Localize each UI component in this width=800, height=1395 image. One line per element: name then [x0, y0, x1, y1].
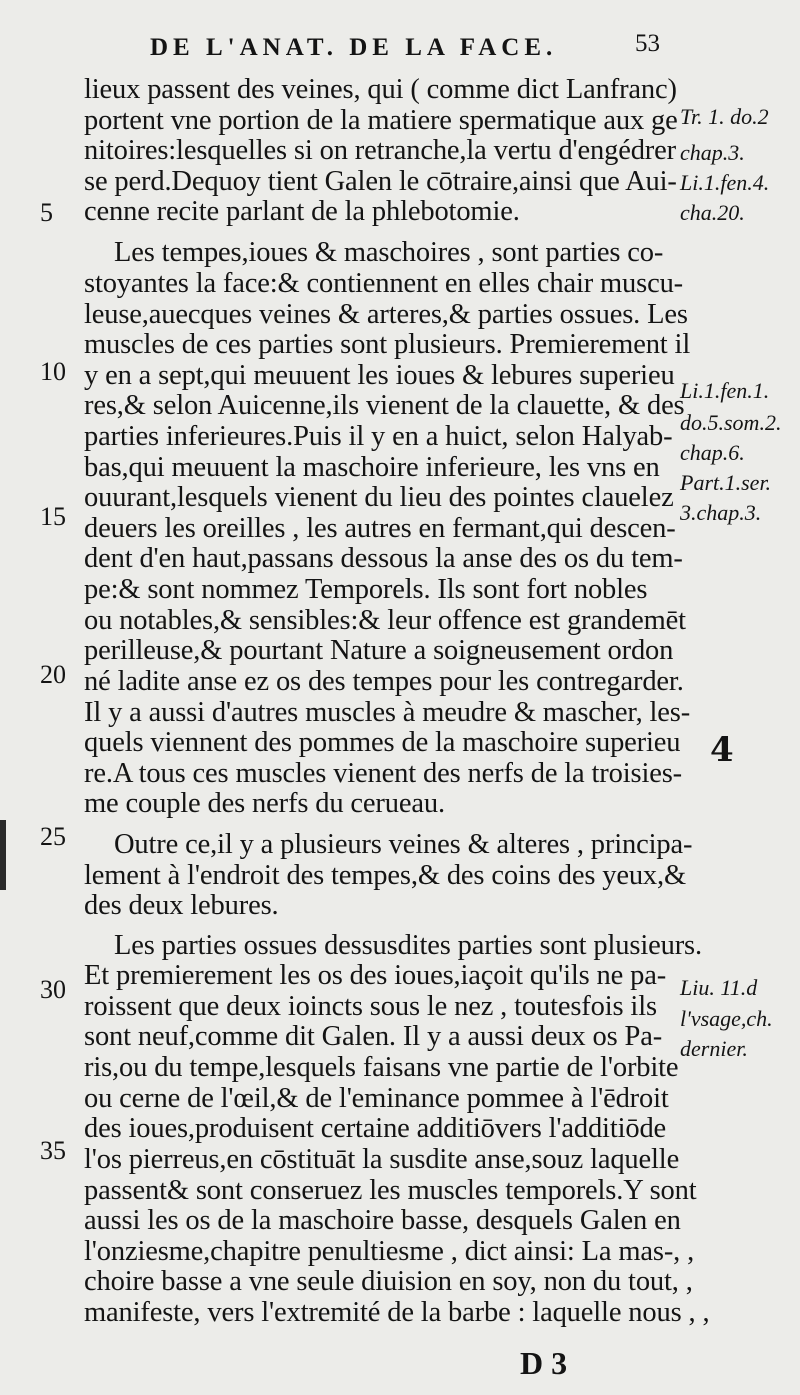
text-line: se perd.Dequoy tient Galen le cōtraire,ainsi que Aui- [84, 165, 677, 197]
text-line: ou cerne de l'œil,& de l'eminance pommee à l'ēdroit [84, 1082, 669, 1114]
line-number: 35 [40, 1136, 66, 1165]
text-line: passent& sont conseruez les muscles temporels.Y sont [84, 1174, 697, 1206]
text-line: stoyantes la face:& contiennent en elles chair muscu- [84, 267, 684, 299]
margin-note: Li.1.fen.4. [680, 170, 770, 195]
text-line: des deux lebures. [84, 890, 279, 922]
text-line: bas,qui meuuent la maschoire inferieure, les vns en [84, 451, 660, 483]
text-line: cenne recite parlant de la phlebotomie. [84, 196, 520, 228]
line-number: 20 [40, 660, 66, 689]
text-line: muscles de ces parties sont plusieurs. Premierement il [84, 329, 691, 361]
text-line: lement à l'endroit des tempes,& des coins des yeux,& [84, 859, 687, 891]
text-line: Outre ce,il y a plusieurs veines & alteres , principa- [114, 829, 693, 861]
running-title: DE L'ANAT. DE LA FACE. [150, 34, 558, 61]
text-line: l'os pierreus,en cōstituāt la susdite anse,souz laquelle [84, 1143, 680, 1175]
text-line: me couple des nerfs du cerueau. [84, 788, 445, 820]
margin-note: Liu. 11.d [680, 975, 758, 1000]
running-header [150, 30, 790, 74]
text-line: pe:& sont nommez Temporels. Ils sont fort nobles [84, 574, 648, 606]
text-line: choire basse a vne seule diuision en soy, non du tout, , [84, 1266, 693, 1298]
text-line: sont neuf,comme dit Galen. Il y a aussi deux os Pa- [84, 1021, 663, 1053]
text-line: res,& selon Auicenne,ils vienent de la clauette, & des [84, 390, 685, 422]
signature-mark: D 3 [520, 1345, 568, 1381]
text-line: deuers les oreilles , les autres en fermant,qui descen- [84, 512, 676, 544]
text-line: manifeste, vers l'extremité de la barbe : laquelle nous , , [84, 1297, 710, 1328]
text-line: né ladite anse ez os des tempes pour les contregarder. [84, 665, 684, 697]
margin-note: Li.1.fen.1. [680, 378, 770, 403]
line-number: 25 [40, 822, 66, 851]
text-line: portent vne portion de la matiere spermatique aux ge [84, 104, 678, 136]
text-line: leuse,auecques veines & arteres,& parties ossues. Les [84, 298, 688, 330]
margin-note: dernier. [680, 1036, 748, 1061]
margin-note: cha.20. [680, 200, 745, 225]
text-line: l'onziesme,chapitre penultiesme , dict ainsi: La mas-, , [84, 1235, 695, 1267]
margin-note: do.5.som.2. [680, 410, 782, 435]
text-line: Il y a aussi d'autres muscles à meudre & mascher, les- [84, 696, 691, 728]
text-line: ris,ou du tempe,lesquels faisans vne partie de l'orbite [84, 1052, 679, 1084]
text-line: re.A tous ces muscles vienent des nerfs de la troisies- [84, 757, 683, 789]
margin-note: Tr. 1. do.2 [680, 104, 769, 129]
text-line: aussi les os de la maschoire basse, desquels Galen en [84, 1205, 681, 1237]
text-line: ouurant,lesquels vienent du lieu des pointes clauelez [84, 482, 674, 514]
margin-note: l'vsage,ch. [680, 1006, 773, 1031]
line-number: 15 [40, 502, 66, 531]
line-number: 10 [40, 357, 66, 386]
text-line: ou notables,& sensibles:& leur offence est grandemēt [84, 604, 686, 636]
text-line: nitoires:lesquelles si on retranche,la vertu d'engédrer [84, 135, 676, 167]
text-line: des ioues,produisent certaine additiōvers l'additiōde [84, 1113, 667, 1145]
line-number: 5 [40, 198, 53, 227]
margin-note: chap.3. [680, 140, 745, 165]
text-line: Et premierement les os des ioues,iaçoit qu'ils ne pa- [84, 960, 667, 992]
text-line: lieux passent des veines, qui ( comme dict Lanfranc) [84, 74, 677, 105]
text-line: perilleuse,& pourtant Nature a soigneusement ordon [84, 635, 674, 667]
line-number: 30 [40, 975, 66, 1004]
margin-handwritten-mark: 4 [710, 730, 734, 770]
text-line: dent d'en haut,passans dessous la anse des os du tem- [84, 543, 683, 575]
text-line: Les tempes,ioues & maschoires , sont parties co- [114, 237, 664, 269]
page-edge-shadow [0, 820, 6, 890]
text-line: Les parties ossues dessusdites parties sont plusieurs. [114, 929, 702, 961]
page-number: 53 [635, 30, 660, 57]
text-line: roissent que deux ioincts sous le nez , toutesfois ils [84, 990, 657, 1022]
margin-note: 3.chap.3. [680, 500, 762, 525]
margin-note: Part.1.ser. [680, 470, 772, 495]
text-line: y en a sept,qui meuuent les ioues & lebures superieu [84, 359, 675, 391]
margin-note: chap.6. [680, 440, 745, 465]
text-line: parties inferieures.Puis il y en a huict, selon Halyab- [84, 420, 673, 452]
text-line: quels viennent des pommes de la maschoire superieu [84, 727, 681, 759]
